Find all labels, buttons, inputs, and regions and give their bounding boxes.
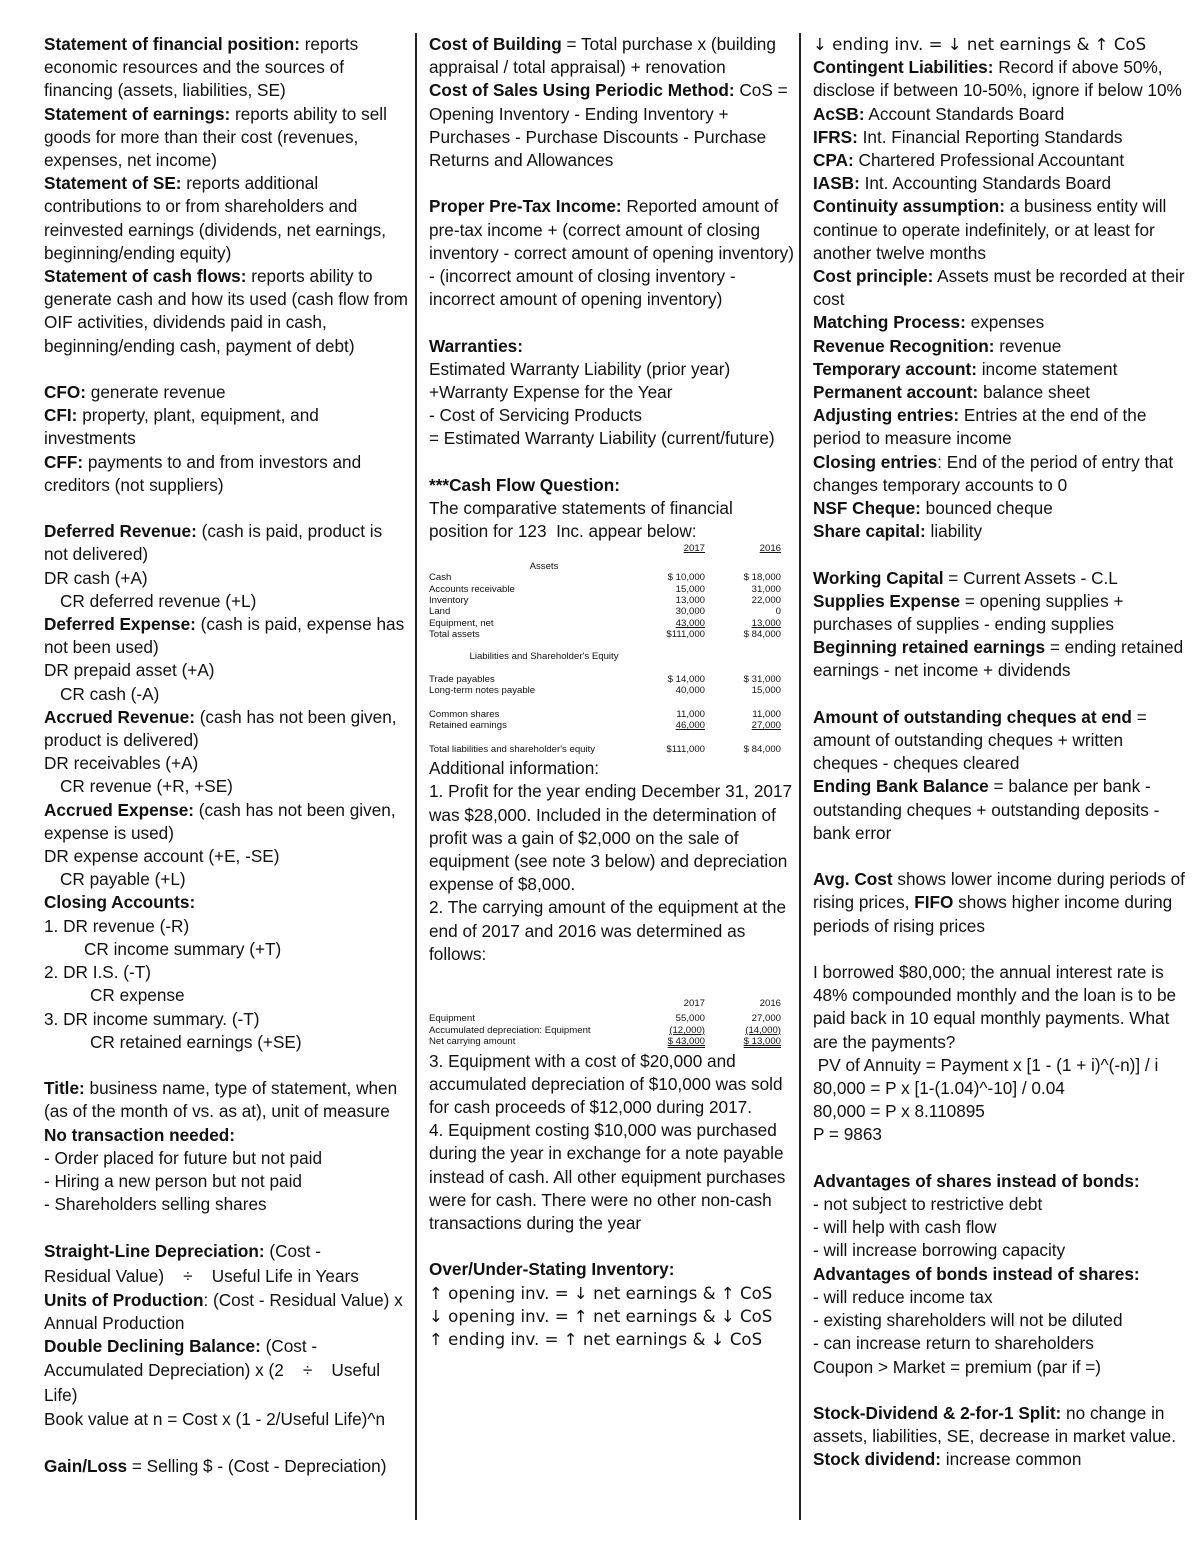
accrev-dr: DR receivables (+A) — [44, 753, 199, 774]
sl-def-1: (Cost - — [264, 1240, 321, 1261]
ta-def: income statement — [976, 358, 1118, 379]
defrev-entry — [44, 520, 410, 566]
column-divider-right — [799, 33, 801, 1520]
ddb-book-value: Book value at n = Cost x (1 - 2/Useful Life)^n — [44, 1409, 385, 1430]
scf-term: Statement of cash flows: — [44, 266, 247, 287]
ca-entry — [813, 195, 1185, 265]
table-row — [429, 1025, 785, 1036]
wc-def: = Current Assets - C.L — [943, 567, 1118, 588]
cfo-term: CFO: — [44, 382, 87, 403]
avg-term: Avg. Cost — [813, 869, 893, 890]
accexp-dr: DR expense account (+E, -SE) — [44, 846, 280, 867]
mp-term: Matching Process: — [813, 312, 966, 333]
cob-term: Cost of Building — [429, 34, 562, 54]
table-row — [429, 629, 785, 640]
cpa-def: Chartered Professional Accountant — [853, 150, 1125, 171]
nsf-term: NSF Cheque: — [813, 498, 921, 519]
fifo-term: FIFO — [914, 892, 954, 913]
table-cell: $ 84,000 — [743, 629, 781, 641]
sd-term: Stock-Dividend & 2-for-1 Split: — [813, 1402, 1062, 1423]
loan-step-1: PV of Annuity = Payment x [1 - (1 + i)^(-n)] / i — [813, 1054, 1159, 1075]
ppti-def: Reported amount of pre-tax income + (correct amount of closing inventory - correct amount of opening inventory) - (incorrect amount of closing inventory - incorrect amount of opening inventory) — [429, 196, 799, 310]
rr-term: Revenue Recognition: — [813, 335, 995, 356]
table-cell: 46,000 — [675, 720, 705, 732]
closing-2: 2. DR I.S. (-T) — [44, 962, 151, 983]
defrev-def: (cash is paid, product is not delivered) — [44, 521, 387, 565]
defrev-cr: CR deferred revenue (+L) — [60, 590, 257, 611]
iasb-term: IASB: — [813, 173, 860, 194]
rr-def: revenue — [994, 335, 1062, 356]
defexp-term: Deferred Expense: — [44, 614, 196, 635]
table-row — [429, 1013, 785, 1024]
accrev-cr: CR revenue (+R, +SE) — [60, 776, 233, 797]
note-2: 2. The carrying amount of the equipment at the end of 2017 and 2016 was determined as follows: — [429, 897, 791, 964]
column-3 — [813, 33, 1190, 1472]
warranties-line-4: = Estimated Warranty Liability (current/future) — [429, 428, 775, 449]
note-1: 1. Profit for the year ending December 31, 2017 was $28,000. Included in the determination of profit was a gain of $2,000 on the sale of equipment (see note 3 below) and depreciation expense of $8,000. — [429, 781, 797, 895]
sse-entry — [44, 172, 410, 265]
closing-2-cr: CR expense — [90, 985, 185, 1006]
ppti-term: Proper Pre-Tax Income: — [429, 196, 622, 217]
accexp-def: (cash has not been given, expense is used) — [44, 799, 401, 843]
table-cell: (12,000) — [669, 1024, 705, 1036]
uop-entry — [44, 1289, 410, 1335]
bs-year-1: 2017 — [683, 543, 705, 555]
ebb-def: = balance per bank - outstanding cheques + outstanding deposits - bank error — [813, 776, 1165, 843]
table-cell: Common shares — [429, 708, 500, 720]
closing-3-cr: CR retained earnings (+SE) — [90, 1031, 302, 1052]
sc-entry — [813, 520, 1185, 543]
table-row — [429, 606, 785, 617]
table-row — [429, 709, 785, 720]
eq-year-header — [429, 998, 785, 1009]
ca-def: a business entity will continue to operate indefinitely, or at least for another twelve months — [813, 196, 1172, 263]
sfp-term: Statement of financial position: — [44, 34, 300, 54]
over-under-1: ↑ opening inv. = ↓ net earnings & ↑ CoS — [429, 1283, 773, 1303]
table-row — [429, 1036, 785, 1047]
bs-year-header — [429, 543, 785, 554]
table-cell: (14,000) — [745, 1024, 781, 1036]
table-row — [429, 595, 785, 606]
table-cell: 11,000 — [752, 708, 781, 720]
cob-def: = Total purchase x (building appraisal / total appraisal) + renovation — [429, 34, 781, 78]
bonds-vs-shares-2: - existing shareholders will not be diluted — [813, 1310, 1123, 1331]
accexp-entry — [44, 799, 410, 845]
table-cell: 22,000 — [751, 595, 781, 607]
cff-term: CFF: — [44, 451, 84, 472]
table-cell: $ 13,000 — [743, 1036, 781, 1048]
accexp-term: Accrued Expense: — [44, 799, 194, 820]
closing-3: 3. DR income summary. (-T) — [44, 1008, 260, 1029]
cash-flow-question-title: ***Cash Flow Question: — [429, 474, 620, 495]
ddb-def-1: (Cost - — [260, 1336, 318, 1357]
table-row — [429, 674, 785, 685]
table-cell: Total assets — [429, 629, 480, 641]
over-under-4: ↓ ending inv. = ↓ net earnings & ↑ CoS — [813, 35, 1147, 54]
cos-entry — [429, 79, 794, 172]
cfi-def: property, plant, equipment, and investments — [44, 405, 324, 449]
acsb-term: AcSB: — [813, 103, 865, 124]
table-cell: $111,000 — [666, 629, 705, 641]
accrev-def: (cash has not been given, product is delivered) — [44, 706, 402, 751]
sl-term: Straight-Line Depreciation: — [44, 1240, 265, 1261]
wc-entry — [813, 567, 1185, 590]
pa-def: balance sheet — [978, 382, 1091, 403]
eq-year-2: 2016 — [759, 997, 781, 1009]
warranties-title: Warranties: — [429, 335, 523, 356]
shares-vs-bonds-3: - will increase borrowing capacity — [813, 1240, 1066, 1261]
table-cell: Accumulated depreciation: Equipment — [429, 1024, 591, 1036]
table-cell: 40,000 — [675, 685, 705, 697]
avg-def: shows lower income during periods of rising prices, — [813, 869, 1190, 913]
table-row — [429, 685, 785, 696]
table-row — [429, 744, 785, 755]
table-cell: Trade payables — [429, 674, 495, 686]
table-cell: 27,000 — [751, 1013, 781, 1025]
ddb-term: Double Declining Balance: — [44, 1336, 261, 1357]
stock-dividend-entry — [813, 1402, 1185, 1472]
iasb-def: Int. Accounting Standards Board — [859, 173, 1112, 194]
warranties-line-3: - Cost of Servicing Products — [429, 405, 643, 426]
column-2 — [429, 33, 799, 1351]
mp-def: expenses — [965, 312, 1045, 333]
defexp-cr: CR cash (-A) — [60, 683, 160, 704]
table-row — [429, 720, 785, 731]
defrev-term: Deferred Revenue: — [44, 521, 197, 542]
iasb-entry — [813, 172, 1185, 195]
table-cell — [429, 998, 645, 1009]
bonds-vs-shares-3: - can increase return to shareholders — [813, 1333, 1094, 1354]
bre-def: = ending retained earnings - net income + dividends — [813, 637, 1188, 681]
se-def: = opening supplies + purchases of supplies - ending supplies — [813, 590, 1129, 635]
fifo-def: shows higher income during periods of rising prices — [813, 892, 1177, 936]
cff-entry — [44, 451, 410, 497]
bonds-vs-shares-1: - will reduce income tax — [813, 1286, 993, 1307]
table-cell: 15,000 — [675, 583, 705, 595]
ca-term: Continuity assumption: — [813, 196, 1005, 217]
aoc-entry — [813, 706, 1185, 776]
ddb-entry — [44, 1335, 410, 1358]
soe-term: Statement of earnings: — [44, 103, 231, 124]
table-row — [429, 618, 785, 629]
sd2-def: increase common — [940, 1449, 1082, 1470]
warranties-line-1: Estimated Warranty Liability (prior year) — [429, 358, 731, 379]
soe-def: reports ability to sell goods for more than their cost (revenues, expenses, net income) — [44, 103, 392, 171]
se-entry — [813, 590, 1185, 636]
equipment-table — [429, 998, 785, 1048]
table-cell: Net carrying amount — [429, 1036, 516, 1048]
gl-entry — [44, 1455, 410, 1478]
table-cell — [429, 543, 645, 554]
table-cell: 11,000 — [676, 708, 705, 720]
table-cell: $ 10,000 — [667, 572, 705, 584]
cfi-term: CFI: — [44, 405, 78, 426]
ae-def: Entries at the end of the period to measure income — [813, 405, 1152, 449]
eq-year-1: 2017 — [683, 997, 705, 1009]
table-cell: Retained earnings — [429, 720, 507, 732]
ifrs-term: IFRS: — [813, 126, 858, 147]
ta-entry — [813, 358, 1185, 381]
uop-term: Units of Production — [44, 1289, 204, 1310]
sd2-term: Stock dividend: — [813, 1449, 941, 1470]
aoc-term: Amount of outstanding cheques at end — [813, 706, 1132, 727]
soe-entry — [44, 103, 410, 173]
table-cell: $ 14,000 — [667, 674, 705, 686]
ce-def: : End of the period of entry that changes temporary accounts to 0 — [813, 451, 1178, 495]
cpa-term: CPA: — [813, 150, 854, 171]
table-cell: $111,000 — [666, 743, 705, 755]
scf-def: reports ability to generate cash and how its used (cash flow from OIF activities, dividends paid in cash, beginning/ending cash, payment of debt) — [44, 266, 413, 356]
notx-2: - Hiring a new person but not paid — [44, 1170, 302, 1191]
table-cell: $ 31,000 — [743, 674, 781, 686]
cos-def: CoS = Opening Inventory - Ending Inventory + Purchases - Purchase Discounts - Purchase Returns and Allowances — [429, 80, 793, 171]
ddb-def-2: Accumulated Depreciation) x (2 ÷ Useful Life) — [44, 1360, 385, 1406]
accrev-term: Accrued Revenue: — [44, 706, 195, 727]
ae-entry — [813, 404, 1185, 450]
over-under-2: ↓ opening inv. = ↑ net earnings & ↓ CoS — [429, 1306, 773, 1326]
bs-assets-header: Assets — [529, 560, 559, 572]
pa-entry — [813, 381, 1185, 404]
sd-def: no change in assets, liabilities, SE, decrease in market value. — [813, 1402, 1181, 1447]
title-term: Title: — [44, 1078, 85, 1099]
table-cell: 15,000 — [751, 685, 781, 697]
table-cell: Land — [429, 606, 451, 618]
ta-term: Temporary account: — [813, 358, 977, 379]
sl-entry — [44, 1240, 410, 1263]
note-3: 3. Equipment with a cost of $20,000 and accumulated depreciation of $10,000 was sold for cash proceeds of $12,000 during 2017. — [429, 1050, 788, 1117]
shares-vs-bonds-title: Advantages of shares instead of bonds: — [813, 1170, 1140, 1191]
ebb-entry — [813, 775, 1185, 845]
bs-year-2: 2016 — [759, 543, 781, 555]
table-cell: Cash — [429, 572, 452, 584]
defrev-dr: DR cash (+A) — [44, 567, 148, 588]
cp-term: Cost principle: — [813, 266, 934, 287]
table-row — [429, 584, 785, 595]
closing-1: 1. DR revenue (-R) — [44, 915, 190, 936]
cash-flow-question-intro: The comparative statements of financial position for 123 Inc. appear below: — [429, 498, 738, 542]
defexp-dr: DR prepaid asset (+A) — [44, 660, 215, 681]
ce-entry — [813, 451, 1185, 497]
pa-term: Permanent account: — [813, 382, 979, 403]
cl-def: Record if above 50%, disclose if between 10-50%, ignore if below 10% — [813, 57, 1182, 101]
accrev-entry — [44, 706, 410, 752]
cp-def: Assets must be recorded at their cost — [813, 266, 1190, 310]
closing-title: Closing Accounts: — [44, 892, 196, 913]
cl-entry — [813, 56, 1185, 102]
additional-info-label: Additional information: — [429, 758, 600, 779]
table-cell: 43,000 — [675, 617, 705, 629]
acsb-entry — [813, 103, 1185, 126]
ce-term: Closing entries — [813, 451, 938, 472]
scf-entry — [44, 265, 413, 358]
mp-entry — [813, 311, 1185, 334]
sl-def-2: Residual Value) ÷ Useful Life in Years — [44, 1265, 359, 1286]
cl-term: Contingent Liabilities: — [813, 57, 994, 78]
table-cell: 13,000 — [675, 595, 705, 607]
table-cell: Equipment, net — [429, 617, 494, 629]
aoc-def: = amount of outstanding cheques + written cheques - cheques cleared — [813, 706, 1152, 774]
shares-vs-bonds-2: - will help with cash flow — [813, 1217, 997, 1238]
loan-question: I borrowed $80,000; the annual interest rate is 48% compounded monthly and the loan is to be paid back in 10 equal monthly payments. What are the payments? — [813, 962, 1181, 1052]
column-1 — [44, 33, 413, 1478]
avg-fifo-entry — [813, 868, 1190, 938]
sfp-entry — [44, 33, 410, 103]
table-cell: Inventory — [429, 595, 469, 607]
note-4: 4. Equipment costing $10,000 was purchased during the year in exchange for a note payable instead of cash. All other equipment purchases were for cash. There were no other non-cash transactions during the year — [429, 1120, 791, 1233]
table-cell: 31,000 — [751, 583, 781, 595]
shares-vs-bonds-1: - not subject to restrictive debt — [813, 1194, 1043, 1215]
cff-def: payments to and from investors and creditors (not suppliers) — [44, 451, 366, 495]
table-row — [429, 572, 785, 583]
balance-sheet-table — [429, 543, 785, 755]
over-under-3: ↑ ending inv. = ↑ net earnings & ↓ CoS — [429, 1329, 763, 1349]
accexp-cr: CR payable (+L) — [60, 869, 186, 890]
sc-term: Share capital: — [813, 521, 926, 542]
ifrs-entry — [813, 126, 1185, 149]
sse-term: Statement of SE: — [44, 173, 182, 194]
bonds-vs-shares-title: Advantages of bonds instead of shares: — [813, 1263, 1140, 1284]
loan-step-3: 80,000 = P x 8.110895 — [813, 1101, 985, 1122]
cos-term: Cost of Sales Using Periodic Method: — [429, 80, 735, 101]
table-cell: 27,000 — [751, 720, 781, 732]
loan-step-4: P = 9863 — [813, 1124, 882, 1145]
nsf-def: bounced cheque — [920, 498, 1053, 519]
gl-def: = Selling $ - (Cost - Depreciation) — [127, 1455, 387, 1476]
cpa-entry — [813, 149, 1185, 172]
ae-term: Adjusting entries: — [813, 405, 960, 426]
table-cell: 13,000 — [751, 617, 781, 629]
ifrs-def: Int. Financial Reporting Standards — [857, 126, 1123, 147]
column-divider-left — [415, 33, 417, 1520]
table-cell: 30,000 — [675, 606, 705, 618]
table-cell: $ 84,000 — [743, 743, 781, 755]
bre-entry — [813, 636, 1188, 682]
wc-term: Working Capital — [813, 567, 944, 588]
bre-term: Beginning retained earnings — [813, 637, 1046, 658]
cfo-def: generate revenue — [86, 382, 226, 403]
table-cell: Total liabilities and shareholder's equity — [429, 743, 596, 755]
table-cell: Long-term notes payable — [429, 685, 536, 697]
table-cell: Accounts receivable — [429, 583, 515, 595]
notx-1: - Order placed for future but not paid — [44, 1147, 323, 1168]
closing-1-cr: CR income summary (+T) — [84, 938, 282, 959]
warranties-line-2: +Warranty Expense for the Year — [429, 382, 673, 403]
sse-def: reports additional contributions to or from shareholders and reinvested earnings (dividends, net earnings, beginning/ending equity) — [44, 173, 391, 263]
table-cell: Equipment — [429, 1013, 475, 1025]
se-term: Supplies Expense — [813, 590, 961, 611]
over-under-title: Over/Under-Stating Inventory: — [429, 1259, 675, 1280]
nsf-entry — [813, 497, 1185, 520]
coupon-vs-market: Coupon > Market = premium (par if =) — [813, 1356, 1102, 1377]
acsb-def: Account Standards Board — [864, 103, 1065, 124]
title-def: business name, type of statement, when (as of the month of vs. as at), unit of measure — [44, 1078, 402, 1122]
defexp-def: (cash is paid, expense has not been used) — [44, 614, 409, 658]
notx-title: No transaction needed: — [44, 1124, 236, 1145]
table-cell: 55,000 — [675, 1013, 705, 1025]
cob-entry — [429, 33, 794, 79]
ppti-entry — [429, 195, 799, 311]
rr-entry — [813, 335, 1185, 358]
table-cell: $ 18,000 — [743, 572, 781, 584]
sfp-def: reports economic resources and the sources of financing (assets, liabilities, SE) — [44, 34, 363, 101]
ebb-term: Ending Bank Balance — [813, 776, 989, 797]
notx-3: - Shareholders selling shares — [44, 1194, 267, 1215]
cfo-entry — [44, 381, 410, 404]
cfi-entry — [44, 404, 410, 450]
bs-liabilities-header: Liabilities and Shareholder's Equity — [469, 650, 619, 662]
sc-def: liability — [925, 521, 983, 542]
cp-entry — [813, 265, 1190, 311]
table-cell: $ 43,000 — [667, 1036, 705, 1048]
uop-def: : (Cost - Residual Value) x Annual Production — [44, 1289, 407, 1333]
loan-step-2: 80,000 = P x [1-(1.04)^-10] / 0.04 — [813, 1078, 1065, 1099]
table-cell: 0 — [775, 606, 781, 618]
title-entry — [44, 1077, 410, 1123]
defexp-entry — [44, 613, 410, 659]
gl-term: Gain/Loss — [44, 1455, 128, 1476]
